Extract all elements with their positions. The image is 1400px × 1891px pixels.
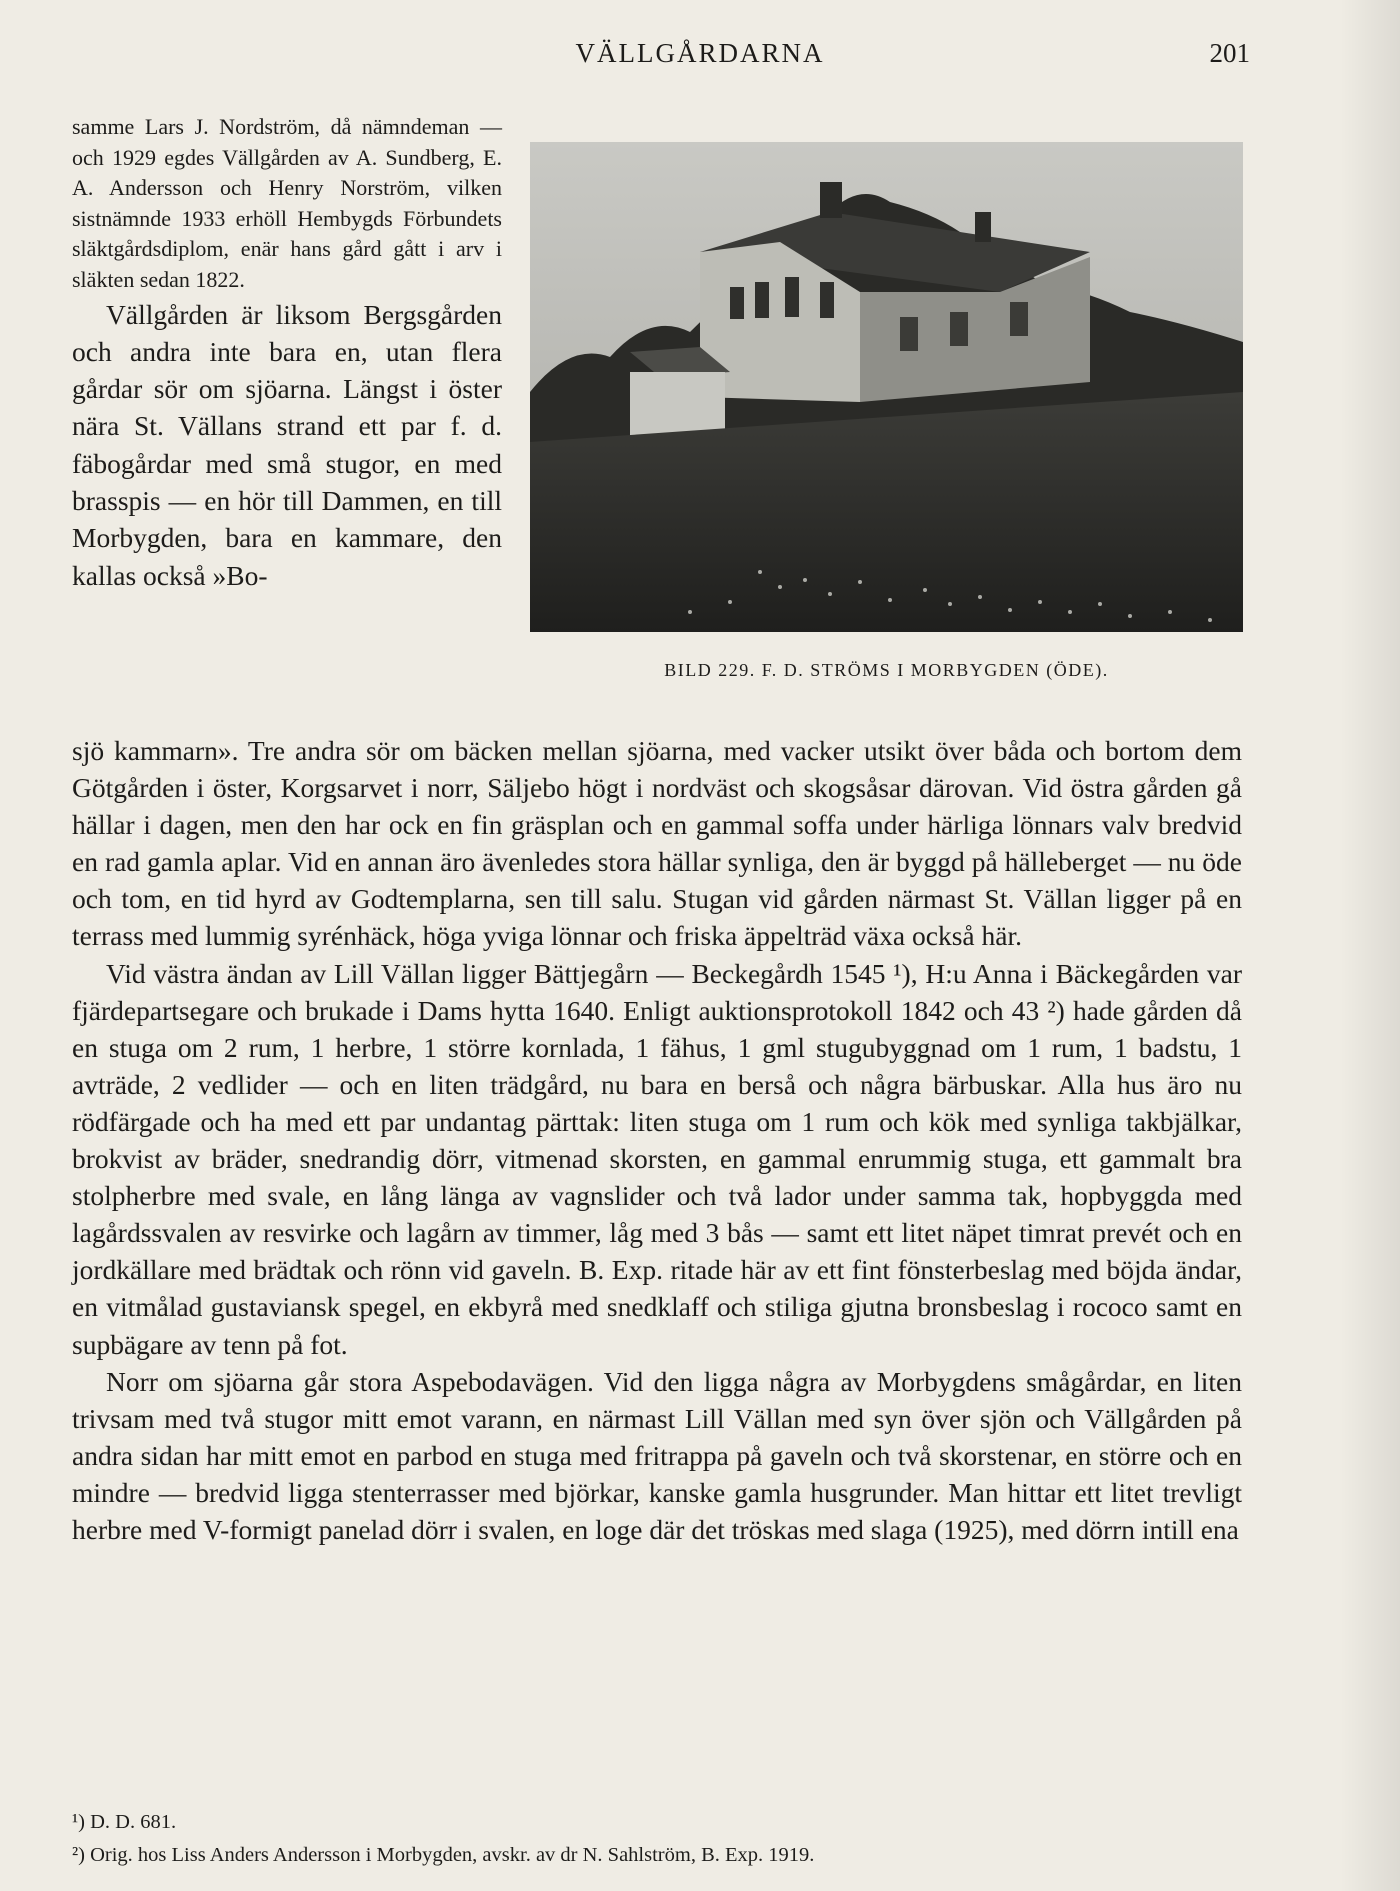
figure-caption: BILD 229. F. D. STRÖMS I MORBYGDEN (ÖDE). (664, 660, 1109, 680)
paragraph: samme Lars J. Nordström, då nämndeman — och 1929 egdes Vällgården av A. Sundberg, E. A. Andersson och Henry Norström, vilken sistnämnde 1933 erhöll Hembygds Förbundets släktgårdsdiplom, enär hans gård gått i arv i släkten sedan 1822. (72, 114, 502, 292)
footnote: ²) Orig. hos Liss Anders Andersson i Morbygden, avskr. av dr N. Sahlström, B. Exp. 1919. (72, 1844, 815, 1866)
wrapped-text-column (72, 112, 502, 594)
page-edge-shadow (1340, 0, 1400, 1891)
page-number: 201 (1209, 38, 1250, 68)
paragraph: sjö kammarn». Tre andra sör om bäcken mellan sjöarna, med vacker utsikt över båda och bortom dem Götgården i öster, Korgsarvet i norr, Säljebo högt i nordväst och skogsåsar därovan. Vid östra gården gå hällar i dagen, men den har ock en fin gräsplan och en gammal soffa under härliga lönnars valv bredvid en rad gamla aplar. Vid en annan äro ävenledes stora hällar synliga, den är byggd på hälleberget — nu öde och tom, en tid hyrd av Godtemplarna, sen till salu. Stugan vid gården närmast St. Vällan ligger på en terrass med lummig syrénhäck, höga yviga lönnar och friska äppelträd växa också här. (72, 735, 1242, 952)
footnotes (72, 1806, 1272, 1872)
paragraph: Vid västra ändan av Lill Vällan ligger Bättjegårn — Beckegårdh 1545 ¹), H:u Anna i Bäckegården var fjärdepartsegare och brukade i Dams hytta 1640. Enligt auktionsprotokoll 1842 och 43 ²) hade gården då en stuga om 2 rum, 1 herbre, 1 större kornlada, 1 fähus, 1 gml stugubyggnad om 1 rum, 1 badstu, 1 avträde, 2 vedlider — och en liten trädgård, nu bara en berså och några bärbuskar. Alla hus äro nu rödfärgade och ha med ett par undantag pärttak: liten stuga om 1 rum och kök med synliga takbjälkar, brokvist av bräder, snedrandig dörr, vitmenad skorsten, en gammal enrummig stuga, ett gammalt bra stolpherbre med svale, en lång länga av vagnslider och två lador under samma tak, hopbyggda med lagårdssvalen av resvirke och lagårn av timmer, låg med 3 bås — samt ett litet näpet timrat prevét och en jordkällare med brädtak och rönn vid gaveln. B. Exp. ritade här av ett fint fönsterbeslag med böjda ändar, en vitmålad gustaviansk spegel, en ekbyrå med snedklaff och stiliga gjutna bronsbeslag i rococo samt en supbägare av tenn på fot. (72, 957, 1242, 1360)
full-width-text (72, 732, 1242, 1548)
running-title: VÄLLGÅRDARNA (575, 38, 825, 68)
footnote: ¹) D. D. 681. (72, 1811, 177, 1833)
running-head (0, 38, 1400, 78)
paragraph: Vällgården är liksom Bergsgården och andra inte bara en, utan flera gårdar sör om sjöarna. Längst i öster nära St. Vällans strand ett par f. d. fäbogårdar med små stugor, en med brasspis — en hör till Dammen, en till Morbygden, bara en kammare, den kallas också »Bo- (72, 298, 502, 591)
farmhouse-photo (530, 142, 1243, 632)
paragraph: Norr om sjöarna går stora Aspebodavägen. Vid den ligga några av Morbygdens smågårdar, en liten trivsam med två stugor mitt emot varann, en närmast Lill Vällan med syn över sjön och Vällgården på andra sidan har mitt emot en parbod en stuga med fritrappa på gaveln och två skorstenar, en större och en mindre — bredvid ligga stenterrasser med björkar, kanske gamla husgrunder. Man hittar ett litet trevligt herbre med V-formigt panelad dörr i svalen, en loge där det tröskas med slaga (1925), med dörrn intill ena (72, 1365, 1242, 1545)
photo-farmhouse-icon (530, 142, 1243, 632)
